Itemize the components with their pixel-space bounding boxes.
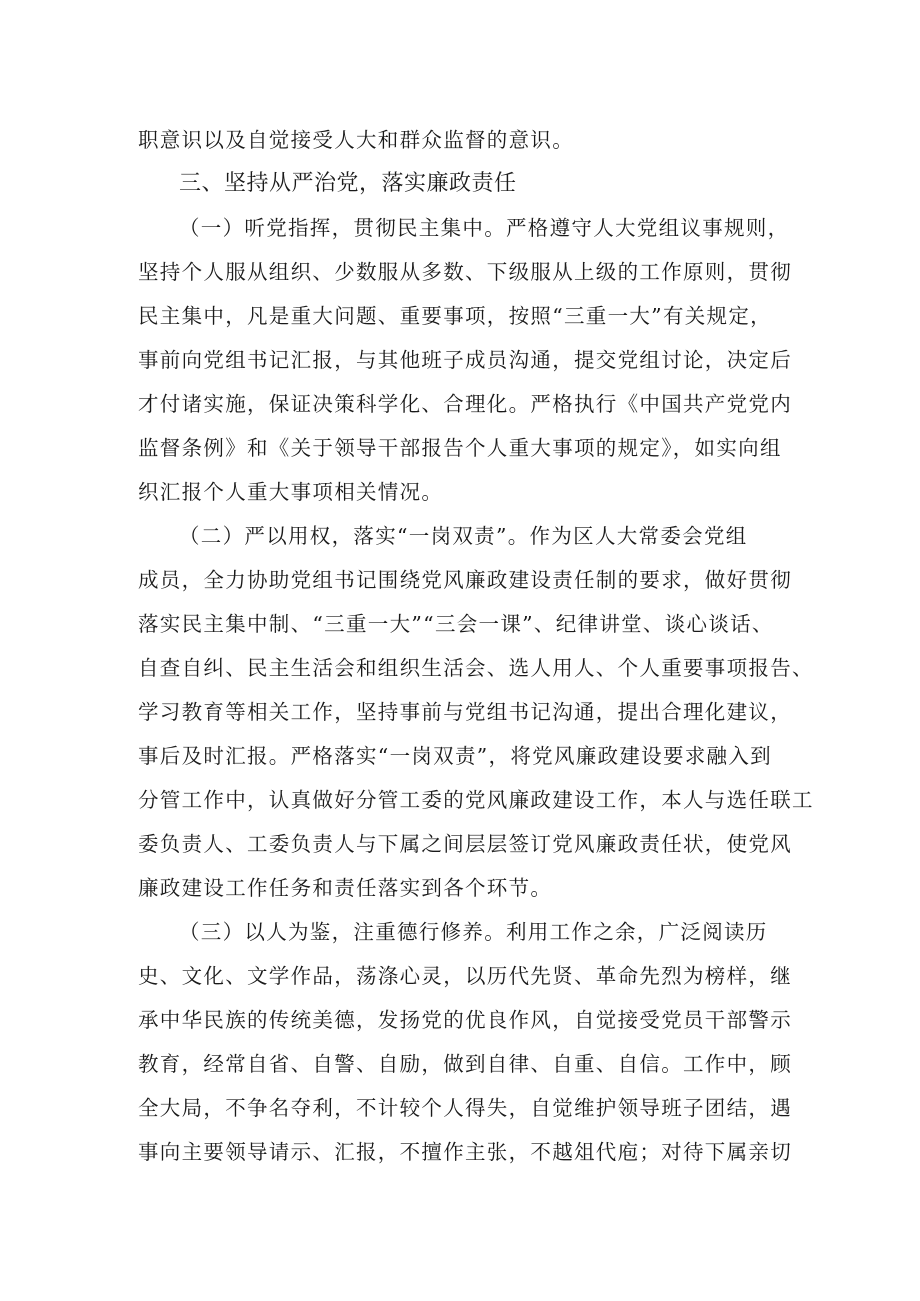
paragraph-line: （一）听党指挥，贯彻民主集中。严格遵守人大党组议事规则， bbox=[179, 216, 790, 240]
paragraph-line: 廉政建设工作任务和责任落实到各个环节。 bbox=[138, 876, 553, 900]
paragraph-line: 自查自纠、民主生活会和组织生活会、选人用人、个人重要事项报告、 bbox=[138, 656, 814, 680]
section-heading: 三、坚持从严治党，落实廉政责任 bbox=[179, 171, 517, 196]
paragraph-1 bbox=[138, 206, 798, 514]
paragraph-line: 事后及时汇报。严格落实“一岗双责”，将党风廉政建设要求融入到 bbox=[138, 744, 772, 768]
paragraph-line: 史、文化、文学作品，荡涤心灵，以历代先贤、革命先烈为榜样，继 bbox=[138, 964, 792, 988]
paragraph-line: 委负责人、工委负责人与下属之间层层签订党风廉政责任状，使党风 bbox=[138, 832, 792, 856]
paragraph-line: 监督条例》和《关于领导干部报告个人重大事项的规定》，如实向组 bbox=[138, 436, 782, 460]
paragraph-line: 落实民主集中制、“三重一大”“三会一课”、纪律讲堂、谈心谈话、 bbox=[138, 612, 774, 636]
paragraph-line: 分管工作中，认真做好分管工委的党风廉政建设工作，本人与选任联工 bbox=[138, 788, 814, 812]
paragraph-line: 教育，经常自省、自警、自励，做到自律、自重、自信。工作中，顾 bbox=[138, 1052, 792, 1076]
paragraph-line: 事向主要领导请示、汇报，不擅作主张，不越俎代庖；对待下属亲切 bbox=[138, 1140, 792, 1164]
paragraph-2 bbox=[138, 514, 814, 910]
paragraph-line: 事前向党组书记汇报，与其他班子成员沟通，提交党组讨论，决定后 bbox=[138, 348, 792, 372]
document-body bbox=[138, 118, 814, 1174]
paragraph-line: 才付诸实施，保证决策科学化、合理化。严格执行《中国共产党党内 bbox=[138, 392, 792, 416]
continuation-line: 职意识以及自觉接受人大和群众监督的意识。 bbox=[138, 128, 574, 152]
paragraph-line: 织汇报个人重大事项相关情况。 bbox=[138, 480, 444, 504]
paragraph-line: 民主集中，凡是重大问题、重要事项，按照“三重一大”有关规定， bbox=[138, 304, 772, 328]
paragraph-line: 学习教育等相关工作，坚持事前与党组书记沟通，提出合理化建议， bbox=[138, 700, 792, 724]
paragraph-3 bbox=[138, 910, 798, 1174]
paragraph-line: 承中华民族的传统美德，发扬党的优良作风，自觉接受党员干部警示 bbox=[138, 1008, 792, 1032]
paragraph-line: （二）严以用权，落实“一岗双责”。作为区人大常委会党组 bbox=[179, 524, 748, 548]
paragraph-line: 成员，全力协助党组书记围绕党风廉政建设责任制的要求，做好贯彻 bbox=[138, 568, 792, 592]
paragraph-line: （三）以人为鉴，注重德行修养。利用工作之余，广泛阅读历 bbox=[179, 920, 768, 944]
paragraph-line: 全大局，不争名夺利，不计较个人得失，自觉维护领导班子团结，遇 bbox=[138, 1096, 792, 1120]
paragraph-line: 坚持个人服从组织、少数服从多数、下级服从上级的工作原则，贯彻 bbox=[138, 260, 792, 284]
